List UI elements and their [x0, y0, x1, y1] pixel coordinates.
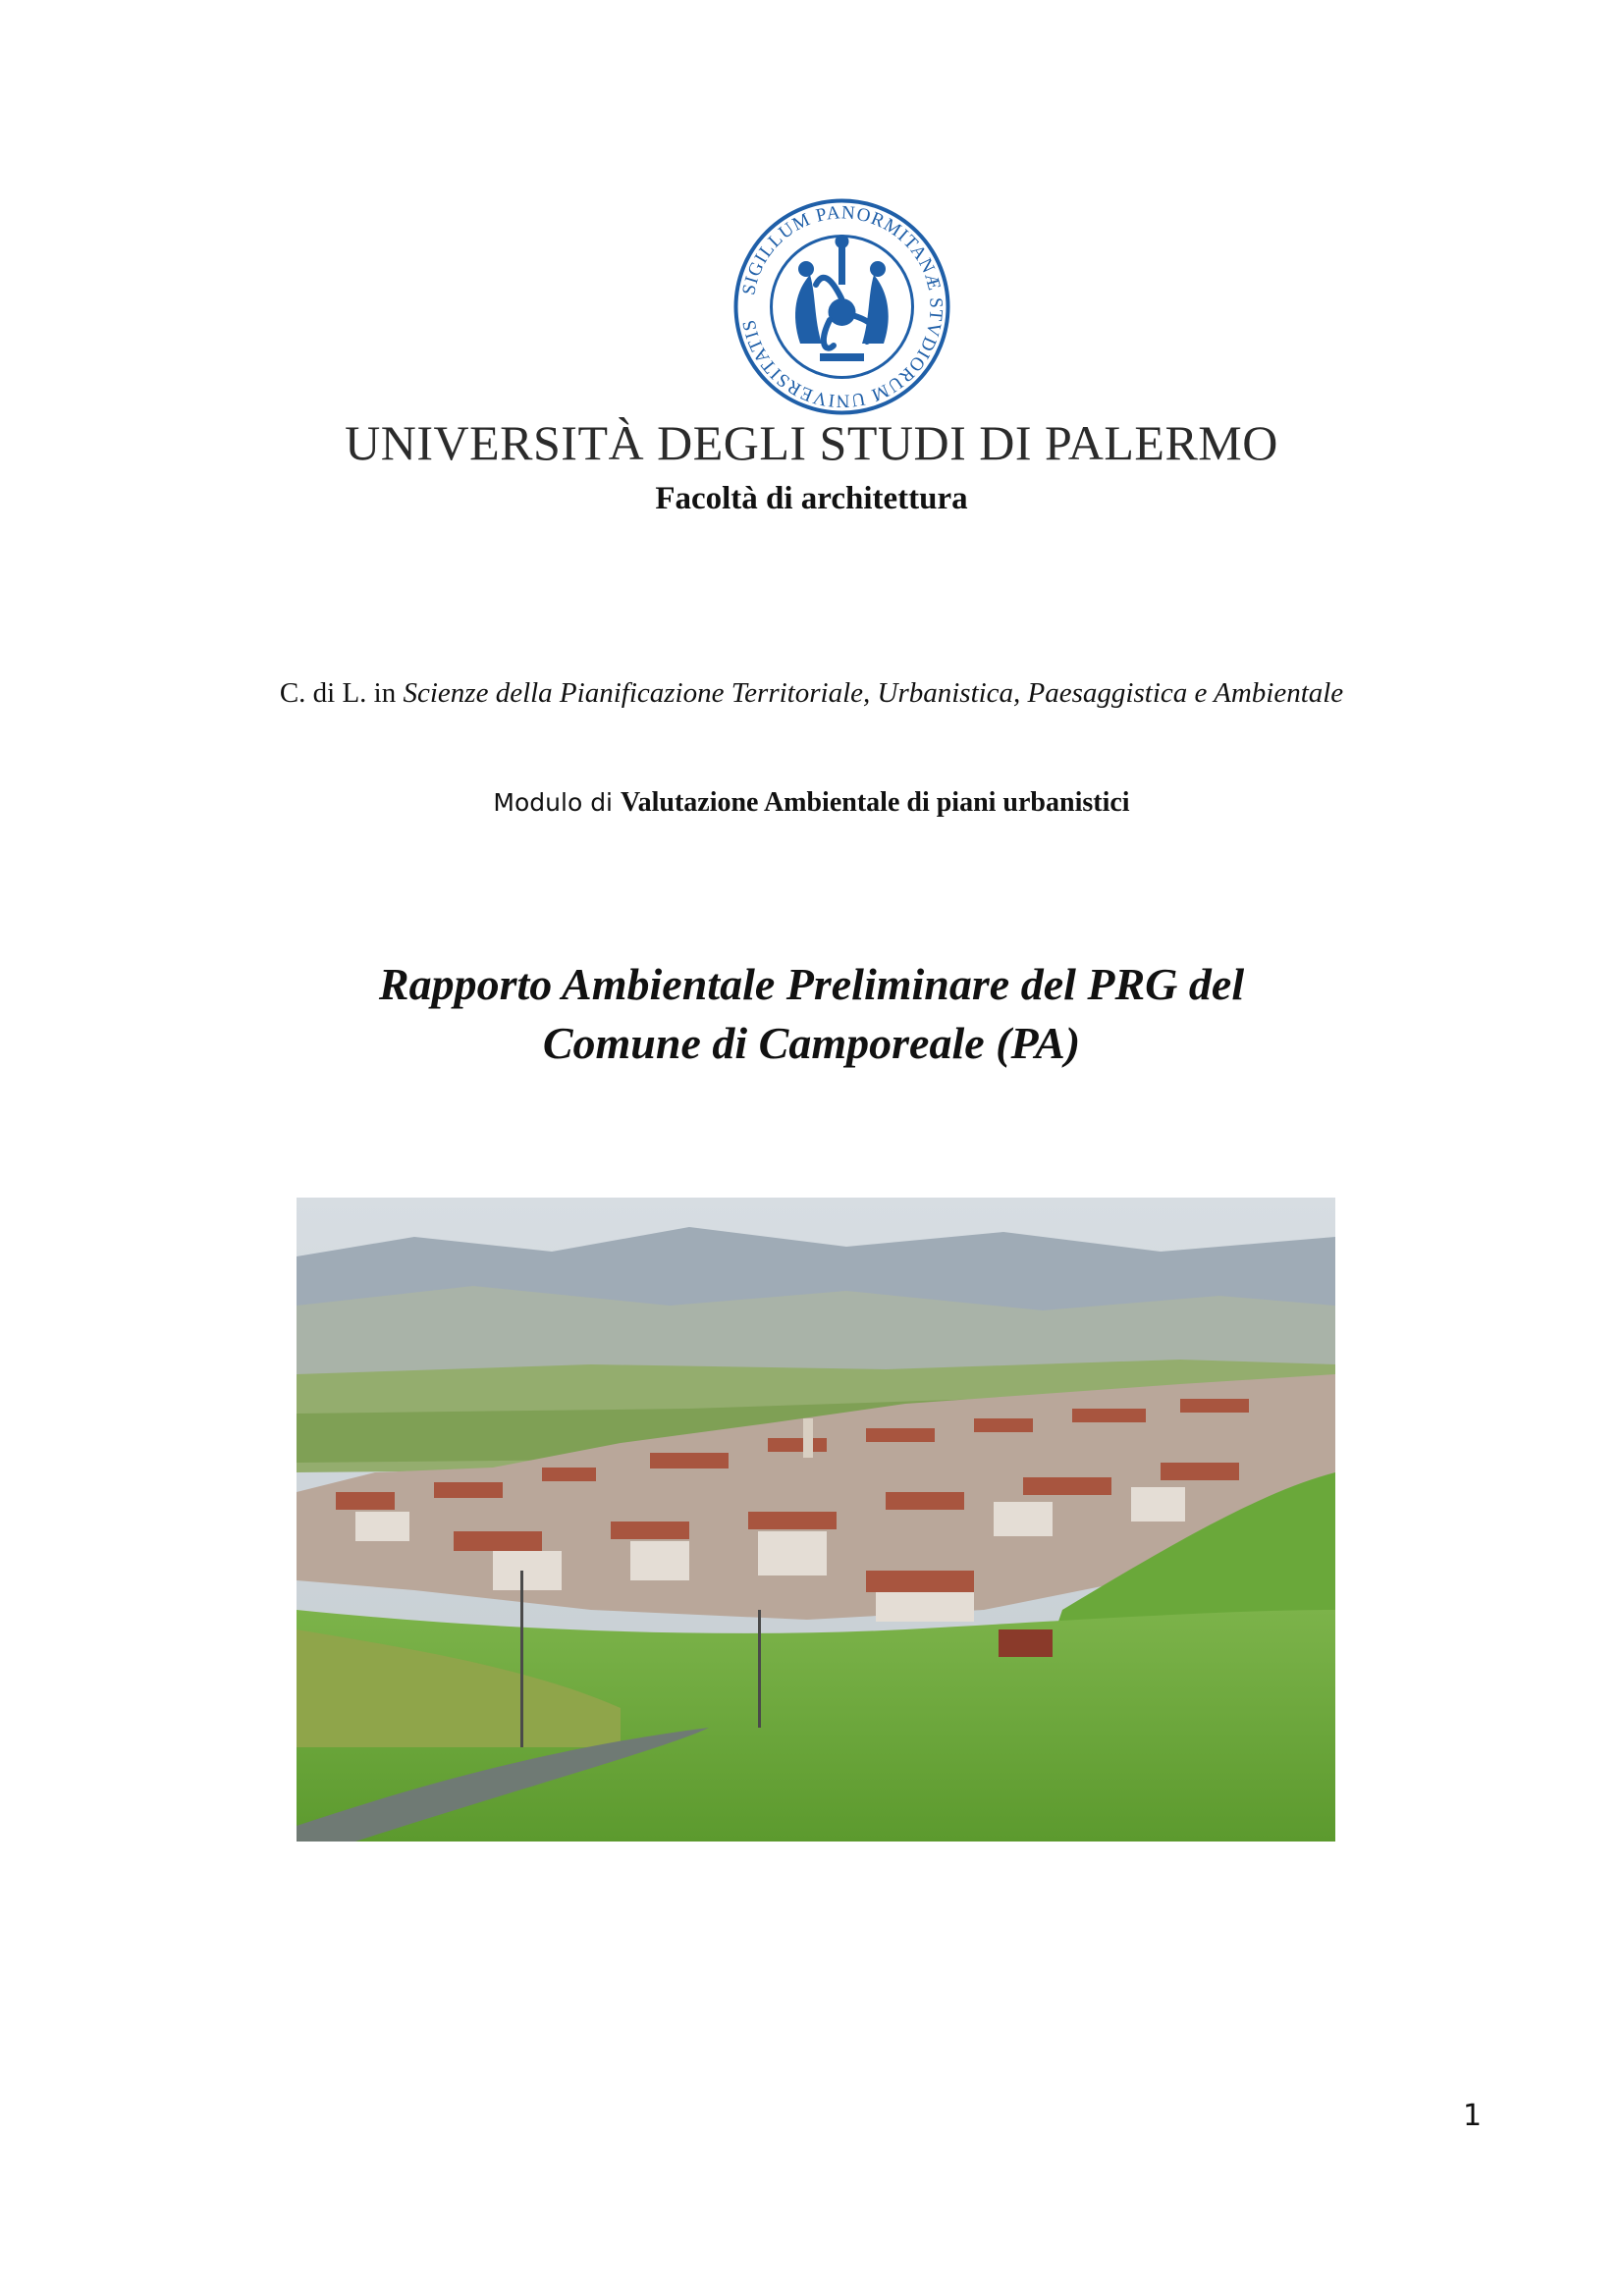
course-name: Scienze della Pianificazione Territoriale, Urbanistica, Paesaggistica e Ambientale	[403, 677, 1344, 709]
town-landscape-photo	[297, 1198, 1335, 1842]
document-title	[0, 955, 1623, 1073]
module-name: Valutazione Ambientale di piani urbanistici	[620, 787, 1130, 818]
course-prefix: C. di L. in	[279, 677, 404, 709]
seal-text: SIGILLUM PANORMITANÆ STVDIORUM UNIVERSITATIS	[738, 202, 947, 411]
module-line	[0, 787, 1623, 819]
title-line-2: Comune di Camporeale (PA)	[542, 1018, 1081, 1068]
module-prefix: Modulo di	[493, 788, 621, 817]
page-number: 1	[1463, 2099, 1483, 2133]
university-name: UNIVERSITÀ DEGLI STUDI DI PALERMO	[345, 415, 1278, 470]
university-seal-logo	[731, 196, 952, 417]
title-line-1: Rapporto Ambientale Preliminare del PRG del	[378, 959, 1245, 1009]
faculty-name: Facoltà di architettura	[655, 481, 968, 516]
degree-course-line	[0, 677, 1623, 710]
